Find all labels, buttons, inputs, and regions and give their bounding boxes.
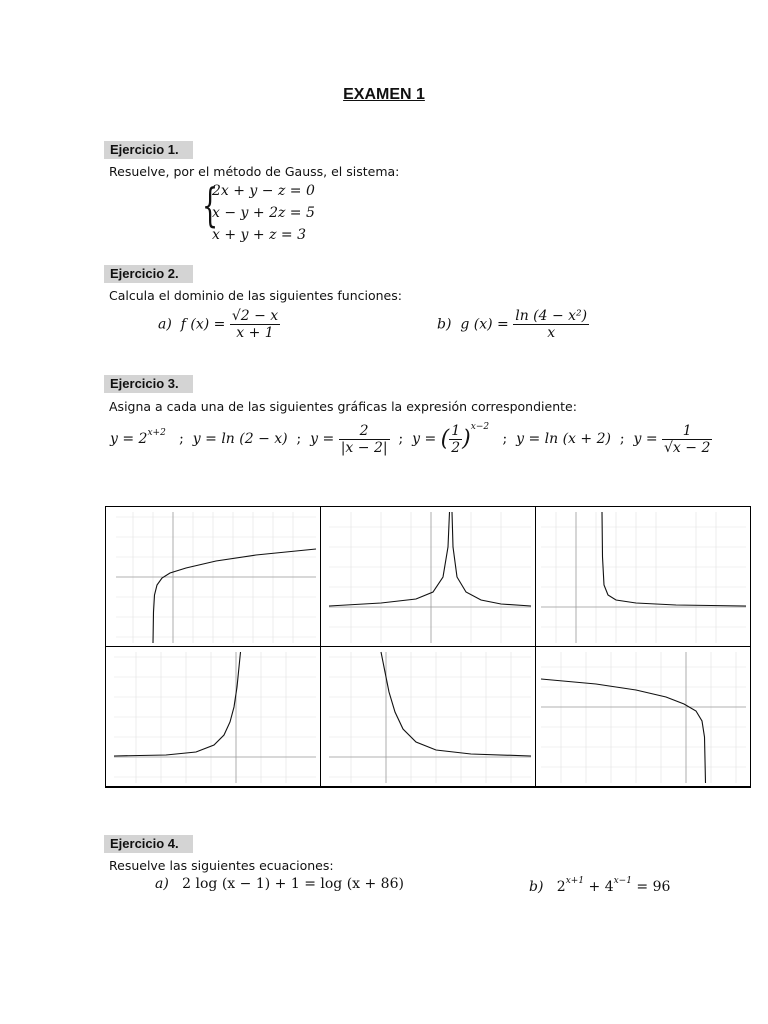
graphs-table — [105, 506, 751, 788]
expr-6-denominator: √x − 2 — [664, 439, 711, 456]
g-numerator: ln (4 − x²) — [515, 308, 588, 324]
exercise-1-statement: Resuelve, por el método de Gauss, el sistema: — [109, 164, 400, 179]
graph-log-two-minus-x — [536, 647, 751, 787]
graph-two-over-abs — [321, 507, 536, 647]
f-denominator: x + 1 — [236, 325, 274, 341]
separator: ; — [502, 431, 508, 447]
graph-one-over-sqrt — [536, 507, 751, 647]
exercise-2-heading: Ejercicio 2. — [104, 265, 193, 283]
graph-cell-4 — [106, 647, 321, 787]
separator: ; — [179, 431, 184, 447]
function-f — [158, 308, 280, 341]
equation-b-exp-2: x−1 — [613, 876, 632, 886]
f-fraction — [230, 308, 280, 341]
graph-cell-2 — [321, 507, 536, 647]
g-denominator: x — [547, 325, 556, 341]
equation-b-exp-1: x+1 — [565, 876, 585, 886]
expressions-list — [110, 422, 712, 456]
exercise-3-heading: Ejercicio 3. — [104, 375, 193, 393]
f-lhs: f (x) = — [180, 316, 226, 333]
expr-5: y = ln (x + 2) — [516, 431, 611, 447]
function-g — [437, 308, 589, 341]
page-title: EXAMEN 1 — [343, 86, 425, 103]
expr-6-numerator: 1 — [662, 423, 712, 440]
graph-cell-6 — [536, 647, 751, 787]
g-fraction — [513, 308, 589, 341]
system-equation-3: x + y + z = 3 — [212, 227, 306, 243]
expr-4-exponent: x−2 — [470, 422, 490, 432]
graph-cell-3 — [536, 507, 751, 647]
equation-b-base-1: 2 — [556, 879, 566, 895]
equation-b-rhs: = 96 — [636, 879, 671, 895]
separator: ; — [619, 431, 625, 447]
graph-cell-1 — [106, 507, 321, 647]
expr-4: y = ( $\frac{1}{2}$ )$^{x-2}$ — [412, 422, 490, 456]
exercise-4-statement: Resuelve las siguientes ecuaciones: — [109, 858, 334, 873]
g-lhs: g (x) = — [460, 316, 509, 333]
exercise-3-statement: Asigna a cada una de las siguientes gráficas la expresión correspondiente: — [109, 399, 577, 414]
equation-a — [155, 876, 404, 892]
expr-1: $y = 2^{x+2}$ — [110, 428, 166, 447]
item-a-label: a) — [158, 316, 172, 333]
separator: ; — [296, 431, 302, 447]
expr-4-numerator: 1 — [451, 422, 461, 439]
exercise-4-heading: Ejercicio 4. — [104, 835, 193, 853]
item-a-label: a) — [155, 876, 169, 892]
expr-3-denominator: |x − 2| — [340, 439, 388, 456]
item-b-label: b) — [437, 316, 452, 333]
expr-3-numerator: 2 — [339, 423, 390, 440]
system-equation-1: 2x + y − z = 0 — [212, 183, 315, 199]
graph-two-power — [106, 647, 321, 787]
expr-2: y = ln (2 − x) — [192, 431, 288, 447]
equation-b-plus: + 4 — [588, 879, 614, 895]
item-b-label: b) — [529, 879, 544, 895]
system-brace: { — [202, 178, 219, 232]
exercise-1-heading: Ejercicio 1. — [104, 141, 193, 159]
separator: ; — [398, 431, 404, 447]
exercise-2-statement: Calcula el dominio de las siguientes funciones: — [109, 288, 402, 303]
graph-half-power — [321, 647, 536, 787]
expr-3: y = $\frac{2}{|x - 2|}$ — [310, 422, 388, 456]
equation-b — [529, 876, 670, 895]
expr-4-denominator: 2 — [451, 439, 461, 456]
graph-log-x-plus-2 — [106, 507, 321, 647]
system-equation-2: x − y + 2z = 5 — [212, 205, 315, 221]
expr-6: y = $\frac{1}{√x - 2}$ — [633, 422, 711, 456]
f-numerator: √2 − x — [231, 308, 279, 324]
equation-a-text: 2 log (x − 1) + 1 = log (x + 86) — [182, 876, 404, 892]
graph-cell-5 — [321, 647, 536, 787]
